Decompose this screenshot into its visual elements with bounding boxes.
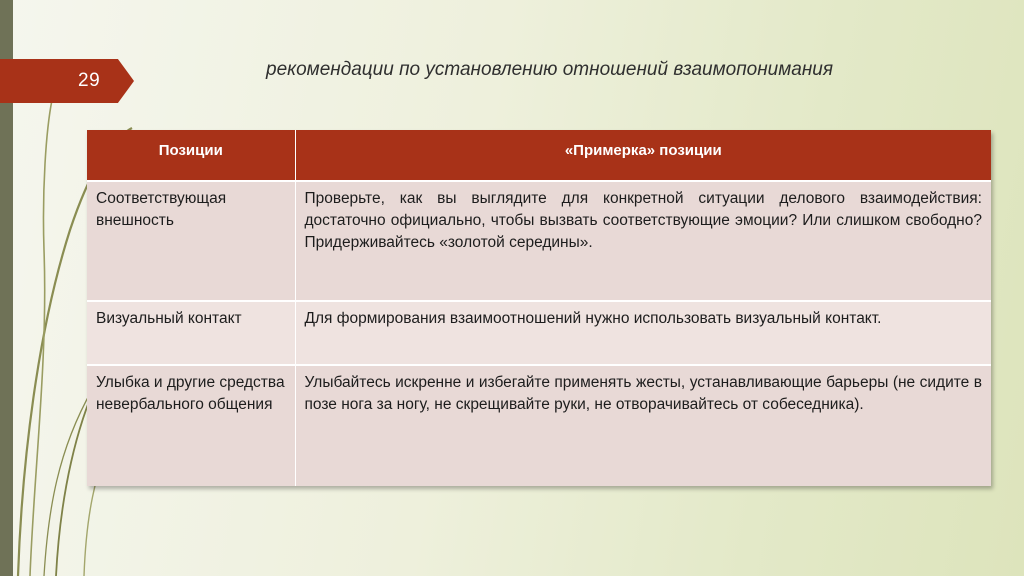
column-header-label: «Примерка» позиции bbox=[564, 141, 722, 159]
description-cell: Проверьте, как вы выглядите для конкретной ситуации делового взаимодействия: достаточно официально, чтобы вызвать соответствующие эмоции? Или слишком свободно? Придерживайтесь «золотой середины». bbox=[295, 181, 991, 301]
slide-number: 29 bbox=[78, 70, 101, 91]
grass-line bbox=[30, 100, 52, 576]
table-row bbox=[87, 301, 991, 365]
recommendations-table bbox=[87, 130, 991, 486]
description-cell: Для формирования взаимоотношений нужно использовать визуальный контакт. bbox=[295, 301, 991, 365]
table-row bbox=[87, 365, 991, 486]
position-cell: Соответствующая внешность bbox=[87, 181, 295, 301]
position-cell: Улыбка и другие средства невербального общения bbox=[87, 365, 295, 486]
column-header-label: Позиции bbox=[158, 141, 223, 159]
table-header-row bbox=[87, 130, 991, 181]
description-cell: Улыбайтесь искренне и избегайте применять жесты, устанавливающие барьеры (не сидите в позе нога за ногу, не скрещивайте руки, не отворачивайтесь от собеседника). bbox=[295, 365, 991, 486]
column-header-fitting bbox=[295, 130, 991, 181]
column-header-positions bbox=[87, 130, 295, 181]
slide-title: рекомендации по установлению отношений взаимопонимания bbox=[266, 59, 834, 80]
table-row bbox=[87, 181, 991, 301]
grass-line bbox=[44, 390, 92, 576]
slide-number-tag bbox=[0, 59, 134, 103]
position-cell: Визуальный контакт bbox=[87, 301, 295, 365]
